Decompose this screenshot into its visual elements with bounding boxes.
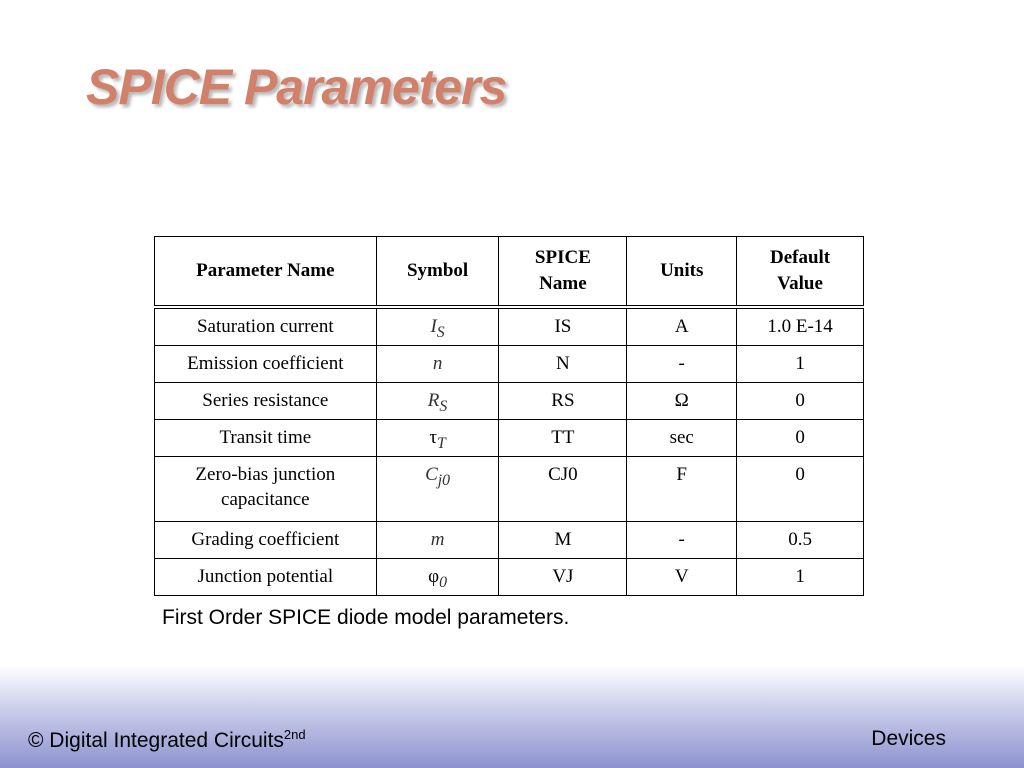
symbol-cell: n xyxy=(376,345,499,382)
table-header-row xyxy=(155,237,864,308)
spice-name-cell: VJ xyxy=(499,558,627,595)
parameter-name-cell: Zero-bias junction capacitance xyxy=(155,456,377,521)
units-cell: Ω xyxy=(627,382,737,419)
parameter-name-cell: Emission coefficient xyxy=(155,345,377,382)
footer-course-title: © Digital Integrated Circuits$^{2nd}$ xyxy=(28,727,306,752)
parameter-name-cell: Transit time xyxy=(155,419,377,456)
units-cell: V xyxy=(627,558,737,595)
header-symbol: Symbol xyxy=(376,237,499,308)
parameter-name-cell: Saturation current xyxy=(155,307,377,345)
units-cell: A xyxy=(627,307,737,345)
symbol-cell: $C_{j0}$ xyxy=(376,456,499,521)
table-row xyxy=(155,456,864,521)
default-value-cell: 1.0 E-14 xyxy=(737,307,864,345)
table-row xyxy=(155,419,864,456)
table-row xyxy=(155,345,864,382)
table-row xyxy=(155,558,864,595)
table-row xyxy=(155,521,864,558)
default-value-cell: 0.5 xyxy=(737,521,864,558)
units-cell: - xyxy=(627,521,737,558)
header-spice-name: SPICE Name xyxy=(499,237,627,308)
spice-name-cell: CJ0 xyxy=(499,456,627,521)
default-value-cell: 1 xyxy=(737,345,864,382)
symbol-cell: $\varphi_0$ xyxy=(376,558,499,595)
spice-parameters-table xyxy=(154,236,864,596)
default-value-cell: 1 xyxy=(737,558,864,595)
parameters-table-container xyxy=(154,236,864,596)
slide-title: SPICE Parameters xyxy=(86,59,507,115)
units-cell: - xyxy=(627,345,737,382)
header-parameter-name: Parameter Name xyxy=(155,237,377,308)
symbol-cell: m xyxy=(376,521,499,558)
parameter-name-cell: Junction potential xyxy=(155,558,377,595)
spice-name-cell: IS xyxy=(499,307,627,345)
parameter-name-cell: Grading coefficient xyxy=(155,521,377,558)
spice-name-cell: TT xyxy=(499,419,627,456)
spice-name-cell: RS xyxy=(499,382,627,419)
spice-name-cell: M xyxy=(499,521,627,558)
header-default-value: Default Value xyxy=(737,237,864,308)
symbol-cell: $R_S$ xyxy=(376,382,499,419)
default-value-cell: 0 xyxy=(737,419,864,456)
parameter-name-cell: Series resistance xyxy=(155,382,377,419)
symbol-cell: $I_S$ xyxy=(376,307,499,345)
table-caption: First Order SPICE diode model parameters. xyxy=(162,606,570,629)
table-row xyxy=(155,307,864,345)
symbol-cell: $\tau_T$ xyxy=(376,419,499,456)
spice-name-cell: N xyxy=(499,345,627,382)
header-units: Units xyxy=(627,237,737,308)
units-cell: F xyxy=(627,456,737,521)
default-value-cell: 0 xyxy=(737,382,864,419)
table-row xyxy=(155,382,864,419)
default-value-cell: 0 xyxy=(737,456,864,521)
footer-chapter: Devices xyxy=(871,727,946,750)
units-cell: sec xyxy=(627,419,737,456)
